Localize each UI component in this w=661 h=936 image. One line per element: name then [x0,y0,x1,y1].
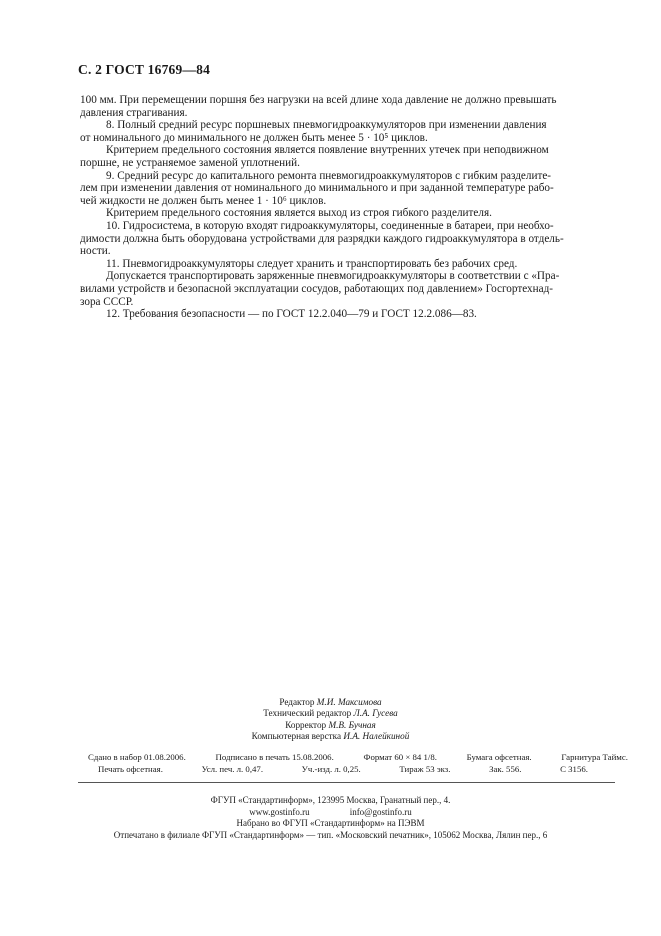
typeset-note: Набрано во ФГУП «Стандартинформ» на ПЭВМ [236,818,425,829]
divider-rule [78,782,615,783]
document-body [80,94,616,321]
credit-name: М.В. Бучная [328,719,376,730]
credit-line [0,731,661,742]
text-line: 10. Гидросистема, в которую входят гидроаккумуляторы, соединенные в батареи, при необхо- [106,219,554,232]
print-info-row-1 [88,752,628,764]
print-info-item: Сдано в набор 01.08.2006. [88,752,186,762]
credit-line [0,708,661,719]
credit-name: И.А. Налейкиной [343,730,410,741]
credit-name: М.И. Максимова [316,697,382,707]
text-line: ности. [80,245,111,258]
print-info-item: Бумага офсетная. [466,752,532,762]
print-info-item: Гарнитура Таймс. [561,752,628,762]
credit-role: Технический редактор [263,708,354,719]
print-info-item: Формат 60 × 84 1/8. [363,752,437,762]
text-line: 12. Требования безопасности — по ГОСТ 12.2.040—79 и ГОСТ 12.2.086—83. [106,308,477,321]
text-line: 9. Средний ресурс до капитального ремонта пневмогидроаккумуляторов с гибким разделите- [106,169,552,182]
publisher-site: www.gostinfo.ru [249,806,310,817]
print-info-item: Усл. печ. л. 0,47. [201,763,264,774]
print-info [88,752,628,775]
text-line: Критерием предельного состояния является появление внутренних утечек при неподвижном [106,144,549,157]
print-info-item: Подписано в печать 15.08.2006. [215,752,334,762]
page-header: С. 2 ГОСТ 16769—84 [78,62,211,77]
text-line: 100 мм. При перемещении поршня без нагрузки на всей длине хода давление не должно превышать [80,94,557,106]
publisher-email: info@gostinfo.ru [349,806,412,817]
text-line: 8. Полный средний ресурс поршневых пневмогидроаккумуляторов при изменении давления [106,119,547,132]
publisher-contacts [0,807,661,819]
print-info-item: Печать офсетная. [98,763,163,774]
text-line: поршне, не устраняемое заменой уплотнений. [80,156,300,169]
print-info-item: Тираж 53 экз. [399,763,451,774]
text-line: давления страгивания. [80,106,188,119]
credit-role: Редактор [279,697,317,707]
credit-role: Компьютерная верстка [251,730,344,741]
publisher-block [0,795,661,841]
text-line: от номинального до минимального не должен быть менее 5 · 10⁵ циклов. [80,131,428,144]
print-note: Отпечатано в филиале ФГУП «Стандартинформ» — тип. «Московский печатник», 105062 Москва, Лялин пер., 6 [113,829,548,840]
credit-name: Л.А. Гусева [353,708,398,719]
text-line: Допускается транспортировать заряженные пневмогидроаккумуляторы в соответствии с «Пра- [106,270,560,283]
text-line: вилами устройств и безопасной эксплуатации сосудов, работающих под давлением» Госгортехнад- [80,282,553,295]
credits-block [0,697,661,742]
print-info-item: Уч.-изд. л. 0,25. [301,763,361,774]
text-line: чей жидкости не должен быть менее 1 · 10⁶ циклов. [80,194,327,207]
print-info-row-2 [88,764,628,776]
text-line: 11. Пневмогидроаккумуляторы следует хранить и транспортировать без рабочих сред. [106,257,518,270]
text-line: димости должна быть оборудована устройствами для разрядки каждого гидроаккумулятора в отдель- [80,232,564,245]
print-info-item: Зак. 556. [489,763,522,774]
credit-role: Корректор [285,719,329,730]
print-info-item: С 3156. [560,763,588,774]
text-line: лем при изменении давления от номинального до минимального и при заданной температуре рабо- [80,182,554,195]
publisher-address: ФГУП «Стандартинформ», 123995 Москва, Гранатный пер., 4. [210,795,451,805]
credit-line [0,697,661,708]
text-line: зора СССР. [80,295,134,308]
text-line: Критерием предельного состояния является выход из строя гибкого разделителя. [106,207,492,220]
credit-line [0,720,661,731]
